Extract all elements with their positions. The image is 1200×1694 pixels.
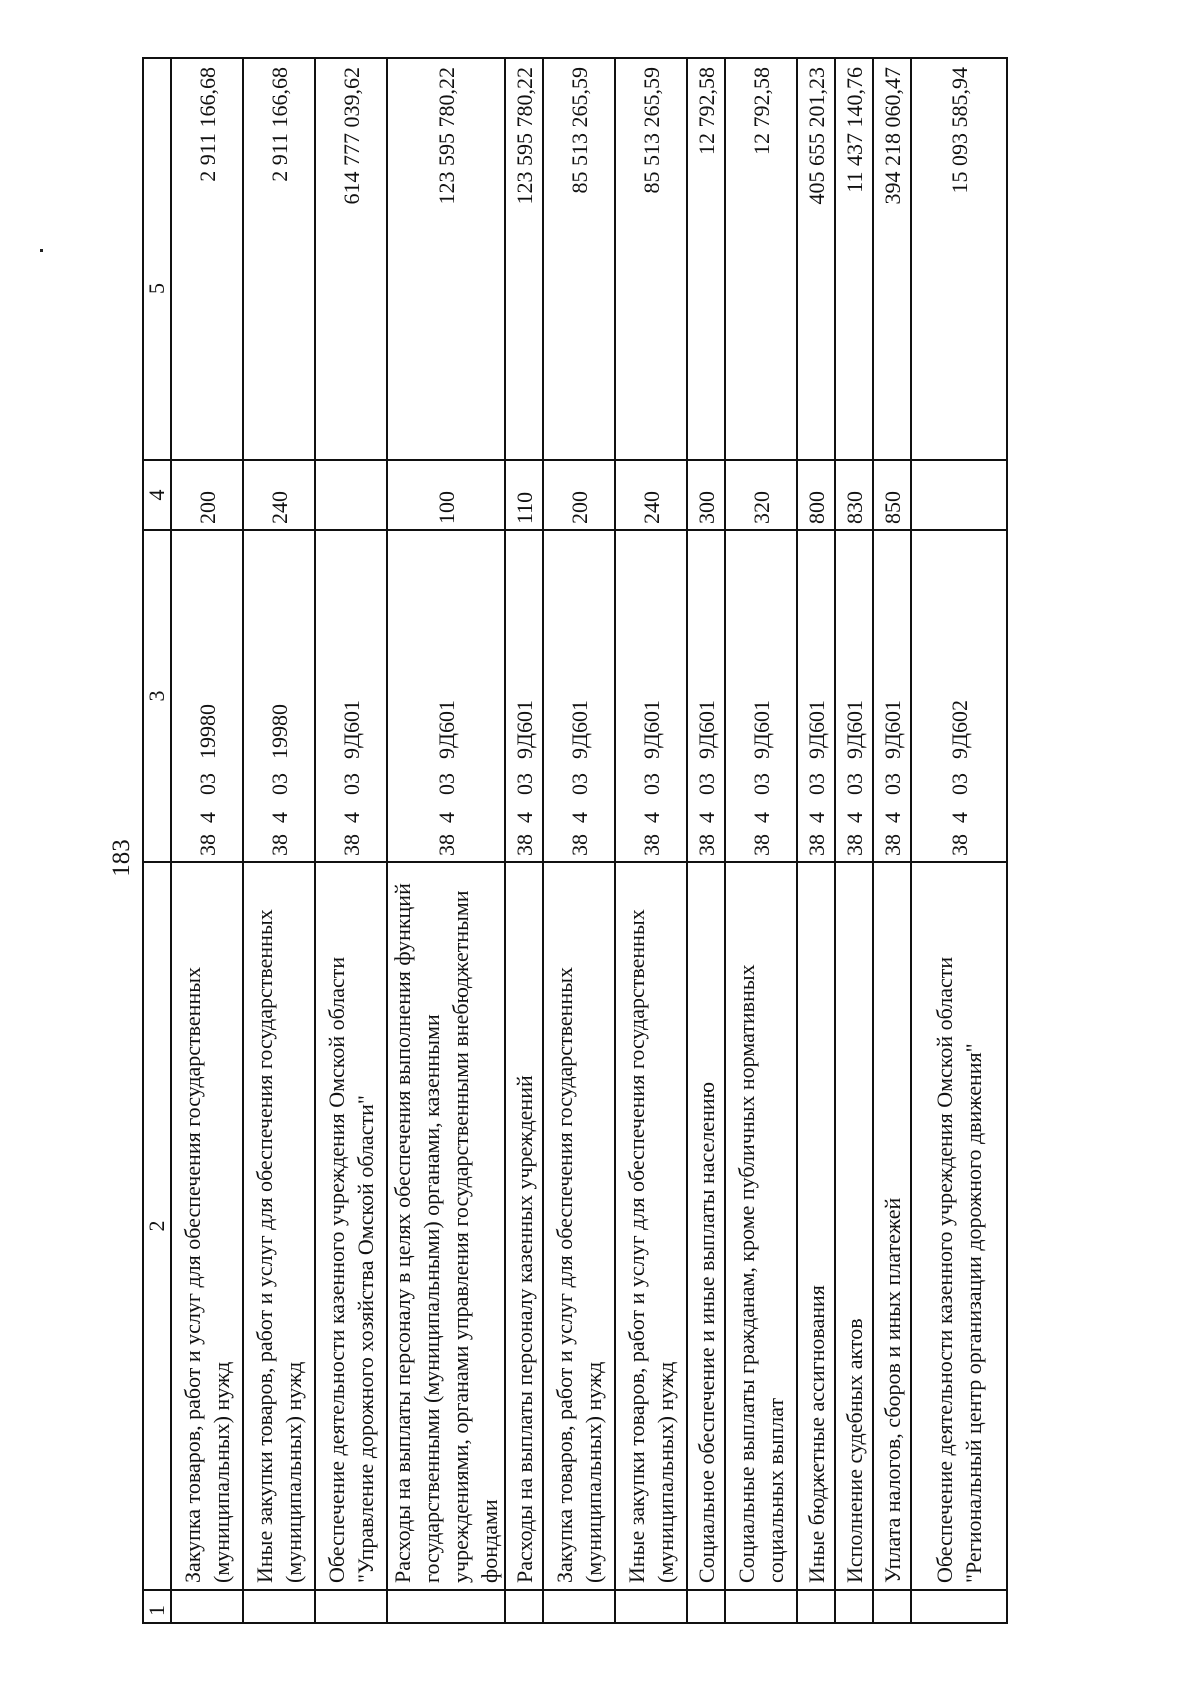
row-expense-type: 850 [873, 460, 911, 530]
row-amount: 85 513 265,59 [615, 58, 687, 460]
code-part-3: 03 [748, 773, 774, 795]
row-target-code [873, 530, 911, 862]
row-col-1 [387, 1590, 505, 1623]
row-col-1 [911, 1590, 1007, 1623]
row-expense-type: 100 [387, 460, 505, 530]
table-row [171, 58, 243, 1623]
code-part-2: 4 [946, 812, 972, 823]
row-amount: 614 777 039,62 [315, 58, 387, 460]
code-part-1: 38 [693, 834, 719, 856]
code-part-2: 4 [433, 812, 459, 823]
row-col-1 [505, 1590, 543, 1623]
row-amount: 85 513 265,59 [543, 58, 615, 460]
row-expense-type: 320 [725, 460, 797, 530]
code-part-1: 38 [803, 834, 829, 856]
code-part-2: 4 [566, 812, 592, 823]
row-name: Закупка товаров, работ и услуг для обеспечения государственных (муниципальных) нужд [543, 862, 615, 1590]
table-row [797, 58, 835, 1623]
table-row [725, 58, 797, 1623]
header-col-1: 1 [143, 1590, 171, 1623]
row-col-1 [615, 1590, 687, 1623]
row-expense-type: 240 [243, 460, 315, 530]
row-target-code [543, 530, 615, 862]
row-expense-type [911, 460, 1007, 530]
row-expense-type: 200 [171, 460, 243, 530]
row-target-code [387, 530, 505, 862]
header-col-3: 3 [143, 530, 171, 862]
code-part-1: 38 [266, 834, 292, 856]
code-part-3: 03 [879, 773, 905, 795]
code-part-2: 4 [638, 812, 664, 823]
code-part-1: 38 [946, 834, 972, 856]
row-target-code [687, 530, 725, 862]
row-target-code [505, 530, 543, 862]
row-target-code [243, 530, 315, 862]
row-name: Уплата налогов, сборов и иных платежей [873, 862, 911, 1590]
code-part-4: 9Д602 [946, 699, 972, 759]
row-col-1 [243, 1590, 315, 1623]
table-row [387, 58, 505, 1623]
row-col-1 [543, 1590, 615, 1623]
code-part-4: 9Д601 [841, 699, 867, 759]
code-part-3: 03 [566, 773, 592, 795]
table-row [911, 58, 1007, 1623]
row-expense-type: 800 [797, 460, 835, 530]
code-part-3: 03 [433, 773, 459, 795]
code-part-1: 38 [566, 834, 592, 856]
table-row [873, 58, 911, 1623]
code-part-2: 4 [266, 812, 292, 823]
row-name: Исполнение судебных актов [835, 862, 873, 1590]
row-amount: 394 218 060,47 [873, 58, 911, 460]
code-part-4: 9Д601 [693, 699, 719, 759]
row-amount: 2 911 166,68 [243, 58, 315, 460]
code-part-4: 9Д601 [433, 699, 459, 759]
code-part-4: 9Д601 [803, 699, 829, 759]
code-part-4: 9Д601 [638, 699, 664, 759]
row-expense-type: 830 [835, 460, 873, 530]
code-part-3: 03 [194, 773, 220, 795]
row-name: Социальное обеспечение и иные выплаты населению [687, 862, 725, 1590]
code-part-3: 03 [638, 773, 664, 795]
row-name: Обеспечение деятельности казенного учреждения Омской области "Управление дорожного хозяйства Омской области" [315, 862, 387, 1590]
table-row [543, 58, 615, 1623]
code-part-1: 38 [338, 834, 364, 856]
row-target-code [315, 530, 387, 862]
header-col-2: 2 [143, 862, 171, 1590]
header-row [143, 58, 171, 1623]
row-name: Закупка товаров, работ и услуг для обеспечения государственных (муниципальных) нужд [171, 862, 243, 1590]
row-name: Иные бюджетные ассигнования [797, 862, 835, 1590]
row-name: Расходы на выплаты персоналу казенных учреждений [505, 862, 543, 1590]
row-target-code [911, 530, 1007, 862]
code-part-1: 38 [879, 834, 905, 856]
table-row [835, 58, 873, 1623]
row-amount: 15 093 585,94 [911, 58, 1007, 460]
table-body [171, 58, 1007, 1623]
code-part-4: 9Д601 [748, 699, 774, 759]
row-expense-type [315, 460, 387, 530]
code-part-4: 9Д601 [566, 699, 592, 759]
row-amount: 123 595 780,22 [505, 58, 543, 460]
code-part-4: 9Д601 [338, 699, 364, 759]
row-amount: 123 595 780,22 [387, 58, 505, 460]
page-number: 183 [108, 839, 135, 877]
code-part-3: 03 [841, 773, 867, 795]
row-name: Иные закупки товаров, работ и услуг для обеспечения государственных (муниципальных) нужд [243, 862, 315, 1590]
header-col-5: 5 [143, 58, 171, 460]
code-part-2: 4 [841, 812, 867, 823]
row-name: Расходы на выплаты персоналу в целях обеспечения выполнения функций государственными (муниципальными) органами, казенными учреждениями, органами управления государственными внебюджетными фондами [387, 862, 505, 1590]
code-part-1: 38 [433, 834, 459, 856]
code-part-2: 4 [194, 812, 220, 823]
code-part-2: 4 [748, 812, 774, 823]
code-part-2: 4 [338, 812, 364, 823]
row-name: Иные закупки товаров, работ и услуг для обеспечения государственных (муниципальных) нужд [615, 862, 687, 1590]
row-amount: 11 437 140,76 [835, 58, 873, 460]
table-row [243, 58, 315, 1623]
code-part-2: 4 [879, 812, 905, 823]
code-part-3: 03 [693, 773, 719, 795]
table-row [315, 58, 387, 1623]
row-target-code [835, 530, 873, 862]
table-row [615, 58, 687, 1623]
code-part-1: 38 [748, 834, 774, 856]
row-col-1 [171, 1590, 243, 1623]
code-part-2: 4 [693, 812, 719, 823]
table-row [505, 58, 543, 1623]
row-col-1 [687, 1590, 725, 1623]
code-part-2: 4 [511, 812, 537, 823]
row-name: Социальные выплаты гражданам, кроме публичных нормативных социальных выплат [725, 862, 797, 1590]
code-part-4: 9Д601 [511, 699, 537, 759]
code-part-4: 19980 [194, 704, 220, 759]
code-part-1: 38 [194, 834, 220, 856]
row-col-1 [873, 1590, 911, 1623]
row-amount: 12 792,58 [687, 58, 725, 460]
budget-table [142, 57, 1008, 1624]
row-expense-type: 200 [543, 460, 615, 530]
row-col-1 [725, 1590, 797, 1623]
code-part-1: 38 [841, 834, 867, 856]
code-part-3: 03 [266, 773, 292, 795]
row-target-code [615, 530, 687, 862]
table-row [687, 58, 725, 1623]
row-amount: 2 911 166,68 [171, 58, 243, 460]
row-amount: 405 655 201,23 [797, 58, 835, 460]
code-part-4: 19980 [266, 704, 292, 759]
row-expense-type: 110 [505, 460, 543, 530]
code-part-1: 38 [511, 834, 537, 856]
row-target-code [725, 530, 797, 862]
code-part-3: 03 [946, 773, 972, 795]
row-target-code [797, 530, 835, 862]
row-expense-type: 240 [615, 460, 687, 530]
row-amount: 12 792,58 [725, 58, 797, 460]
code-part-3: 03 [803, 773, 829, 795]
row-col-1 [315, 1590, 387, 1623]
row-target-code [171, 530, 243, 862]
code-part-1: 38 [638, 834, 664, 856]
code-part-3: 03 [338, 773, 364, 795]
row-col-1 [797, 1590, 835, 1623]
code-part-4: 9Д601 [879, 699, 905, 759]
row-col-1 [835, 1590, 873, 1623]
code-part-3: 03 [511, 773, 537, 795]
row-name: Обеспечение деятельности казенного учреждения Омской области "Региональный центр организации дорожного движения" [911, 862, 1007, 1590]
row-expense-type: 300 [687, 460, 725, 530]
header-col-4: 4 [143, 460, 171, 530]
code-part-2: 4 [803, 812, 829, 823]
